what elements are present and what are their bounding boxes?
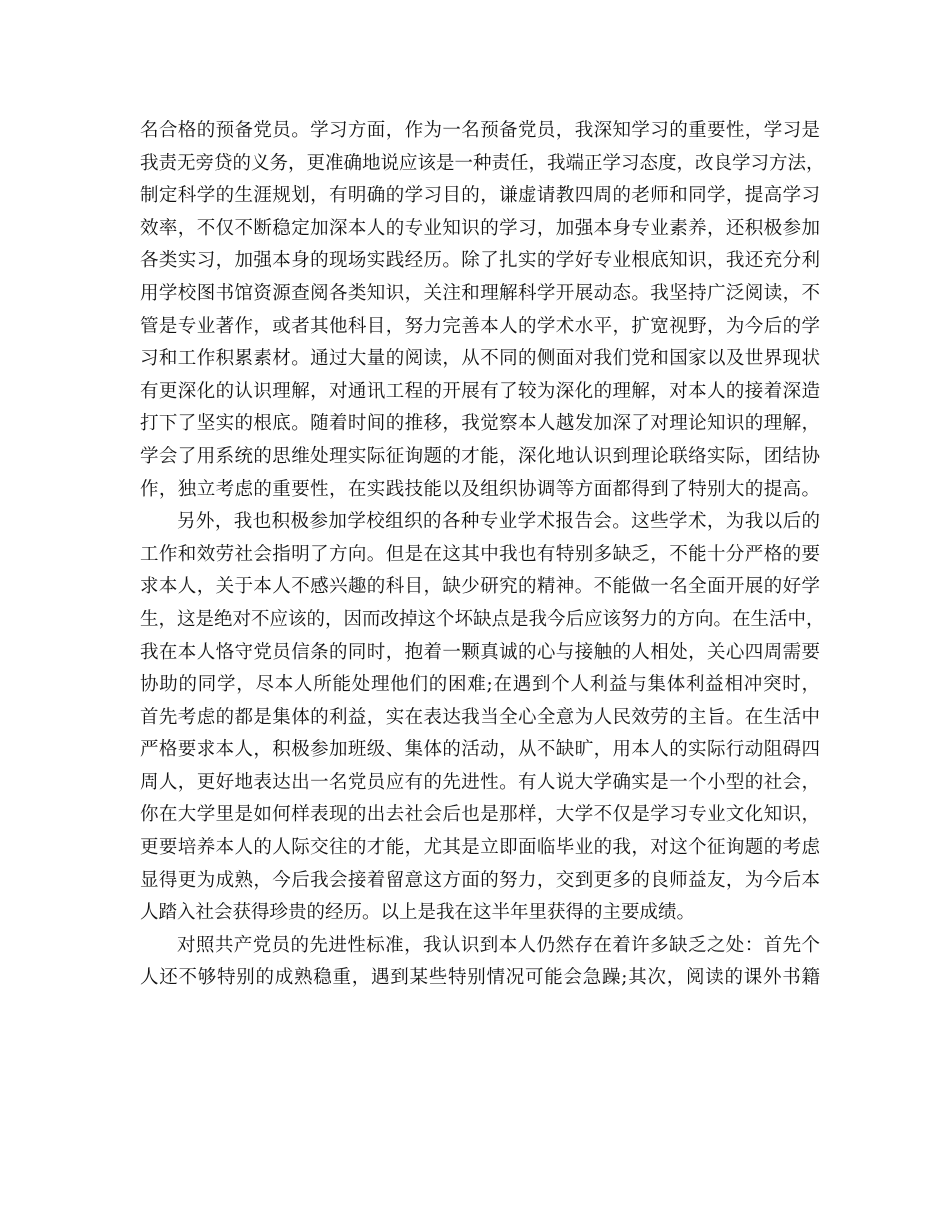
paragraph xyxy=(140,115,825,506)
paragraph xyxy=(140,506,825,930)
text-line: 工作和效劳社会指明了方向。但是在这其中我也有特别多缺乏，不能十分严格的要 xyxy=(140,543,820,565)
text-line: 有更深化的认识理解，对通讯工程的开展有了较为深化的理解，对本人的接着深造 xyxy=(140,380,820,402)
text-line: 习和工作积累素材。通过大量的阅读，从不同的侧面对我们党和国家以及世界现状 xyxy=(140,348,820,370)
text-line: 名合格的预备党员。学习方面，作为一名预备党员，我深知学习的重要性，学习是 xyxy=(140,120,820,141)
text-line: 周人，更好地表达出一名党员应有的先进性。有人说大学确实是一个小型的社会， xyxy=(140,771,820,793)
document-body xyxy=(140,115,825,995)
text-line: 更要培养本人的人际交往的才能，尤其是立即面临毕业的我，对这个征询题的考虑 xyxy=(140,837,820,859)
text-line: 人踏入社会获得珍贵的经历。以上是我在这半年里获得的主要成绩。 xyxy=(140,902,696,924)
text-line: 另外，我也积极参加学校组织的各种专业学术报告会。这些学术，为我以后的 xyxy=(177,511,820,533)
text-line: 你在大学里是如何样表现的出去社会后也是那样，大学不仅是学习专业文化知识， xyxy=(140,804,820,826)
paragraph xyxy=(140,930,820,995)
text-line: 对照共产党员的先进性标准，我认识到本人仍然存在着许多缺乏之处：首先个 xyxy=(177,934,820,956)
text-line: 各类实习，加强本身的现场实践经历。除了扎实的学好专业根底知识，我还充分利 xyxy=(140,250,820,272)
text-line: 我责无旁贷的义务，更准确地说应该是一种责任，我端正学习态度，改良学习方法， xyxy=(140,152,825,174)
text-line: 制定科学的生涯规划，有明确的学习目的，谦虚请教四周的老师和同学，提高学习 xyxy=(140,185,820,207)
text-line: 作，独立考虑的重要性，在实践技能以及组织协调等方面都得到了特别大的提高。 xyxy=(140,478,820,500)
text-line: 管是专业著作，或者其他科目，努力完善本人的学术水平，扩宽视野，为今后的学 xyxy=(140,315,820,337)
text-line: 人还不够特别的成熟稳重，遇到某些特别情况可能会急躁;其次，阅读的课外书籍 xyxy=(140,967,820,989)
text-line: 严格要求本人，积极参加班级、集体的活动，从不缺旷，用本人的实际行动阻碍四 xyxy=(140,739,820,761)
text-line: 我在本人恪守党员信条的同时，抱着一颗真诚的心与接触的人相处，关心四周需要 xyxy=(140,641,820,663)
text-line: 用学校图书馆资源查阅各类知识，关注和理解科学开展动态。我坚持广泛阅读，不 xyxy=(140,282,820,304)
text-line: 求本人，关于本人不感兴趣的科目，缺少研究的精神。不能做一名全面开展的好学 xyxy=(140,576,820,598)
text-line: 生，这是绝对不应该的，因而改掉这个坏缺点是我今后应该努力的方向。在生活中， xyxy=(140,608,825,630)
text-line: 学会了用系统的思维处理实际征询题的才能，深化地认识到理论联络实际，团结协 xyxy=(140,445,820,467)
text-line: 打下了坚实的根底。随着时间的推移，我觉察本人越发加深了对理论知识的理解， xyxy=(140,413,820,435)
text-line: 显得更为成熟，今后我会接着留意这方面的努力，交到更多的良师益友，为今后本 xyxy=(140,869,820,891)
text-line: 协助的同学，尽本人所能处理他们的困难;在遇到个人利益与集体利益相冲突时， xyxy=(140,674,820,696)
text-line: 效率，不仅不断稳定加深本人的专业知识的学习，加强本身专业素养，还积极参加 xyxy=(140,217,820,239)
text-line: 首先考虑的都是集体的利益，实在表达我当全心全意为人民效劳的主旨。在生活中 xyxy=(140,706,820,728)
